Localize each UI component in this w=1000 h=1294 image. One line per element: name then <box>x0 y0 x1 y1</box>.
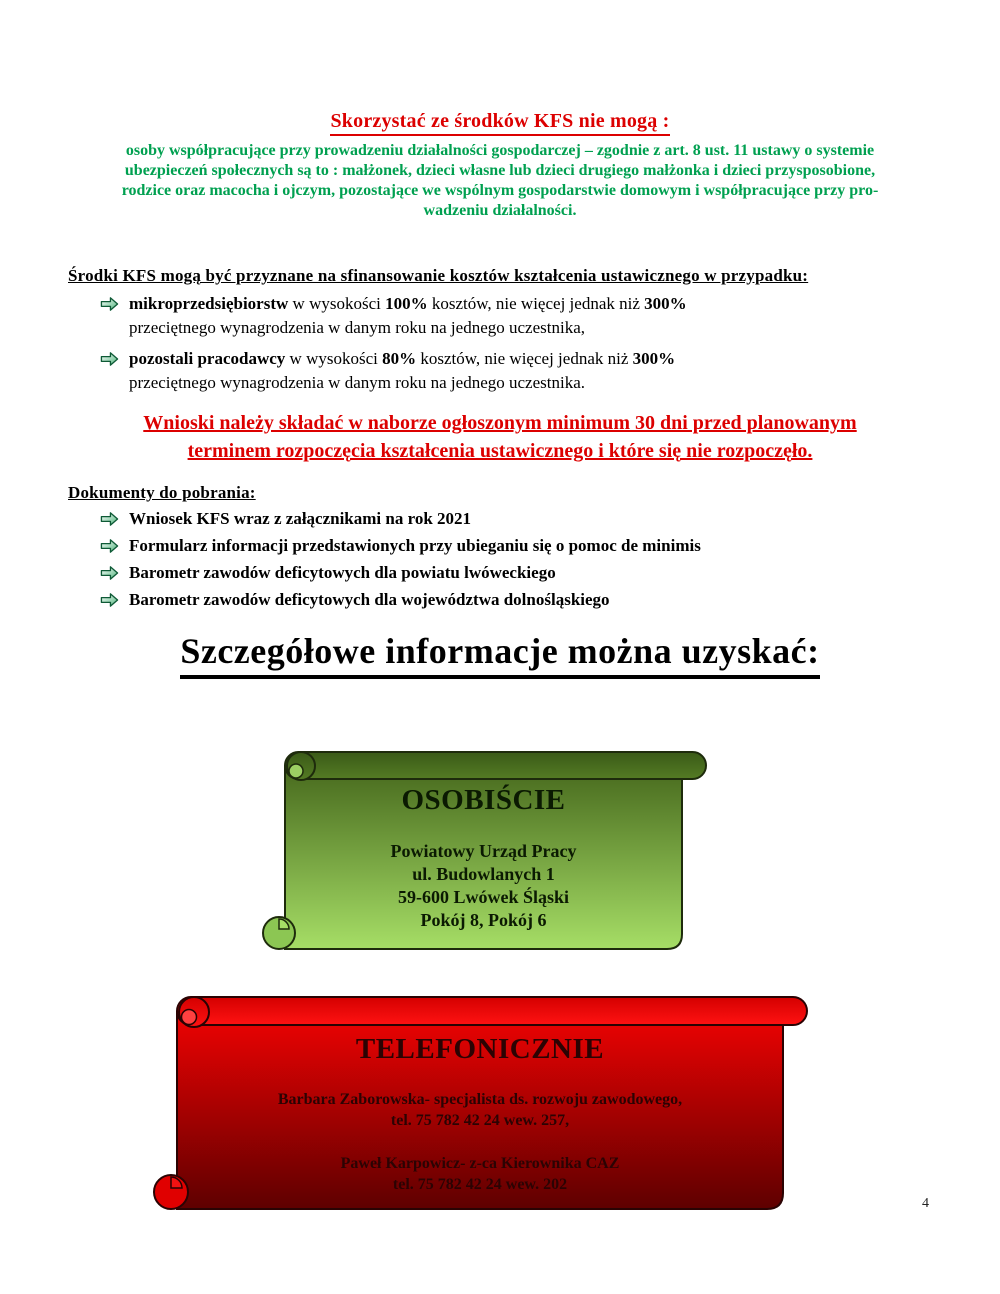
document-download-link[interactable] <box>100 563 701 582</box>
funding-item-text <box>129 292 687 340</box>
documents-list <box>100 509 701 617</box>
deadline-notice-line: terminem rozpoczęcia kształcenia ustawicznego i które się nie rozpoczęło. <box>187 440 813 462</box>
address-line: 59-600 Lwówek Śląski <box>397 887 570 907</box>
office-address <box>285 840 682 932</box>
funding-list <box>100 292 880 402</box>
funding-item-lead: mikroprzedsiębiorstw <box>129 294 289 313</box>
list-item <box>100 292 880 340</box>
details-heading: Szczegółowe informacje można uzyskać: <box>180 630 819 679</box>
funding-item-text-part: przeciętnego wynagrodzenia w danym roku na jednego uczestnika, <box>129 318 585 337</box>
in-person-scroll-banner <box>258 750 710 956</box>
funding-item-percent: 300% <box>644 294 687 313</box>
contact-name: Barbara Zaborowska- specjalista ds. rozwoju zawodowego, <box>277 1091 683 1108</box>
exclusion-paragraph <box>30 141 970 221</box>
funding-item-percent: 300% <box>632 349 676 368</box>
in-person-title: OSOBIŚCIE <box>401 784 566 816</box>
funding-heading: Środki KFS mogą być przyznane na sfinansowanie kosztów kształcenia ustawicznego w przypadku: <box>68 266 809 285</box>
exclusion-section <box>0 110 1000 136</box>
green-arrow-bullet-icon <box>100 538 119 554</box>
funding-item-lead: pozostali pracodawcy <box>129 349 286 368</box>
exclusion-line: osoby współpracujące przy prowadzeniu działalności gospodarczej – zgodnie z art. 8 ust. 11 ustawy o systemie <box>125 142 875 159</box>
funding-item-text-part: w wysokości <box>288 294 386 313</box>
exclusion-heading: Skorzystać ze środków KFS nie mogą : <box>330 110 669 136</box>
green-arrow-bullet-icon <box>100 511 119 527</box>
document-download-link[interactable] <box>100 509 701 528</box>
address-line: Pokój 8, Pokój 6 <box>420 910 547 930</box>
funding-item-percent: 80% <box>382 349 417 368</box>
funding-item-text-part: przeciętnego wynagrodzenia w danym roku na jednego uczestnika. <box>129 373 585 392</box>
phone-contact <box>177 1153 783 1195</box>
document-link-label: Barometr zawodów deficytowych dla powiatu lwóweckiego <box>129 563 556 582</box>
green-arrow-bullet-icon <box>100 351 119 367</box>
deadline-notice <box>0 409 1000 465</box>
funding-item-text-part: kosztów, nie więcej jednak niż <box>416 349 633 368</box>
funding-item-text <box>129 347 675 395</box>
contact-phone: tel. 75 782 42 24 wew. 202 <box>392 1176 568 1193</box>
green-arrow-bullet-icon <box>100 592 119 608</box>
document-link-label: Formularz informacji przedstawionych przy ubieganiu się o pomoc de minimis <box>129 536 701 555</box>
by-phone-title: TELEFONICZNIE <box>355 1033 605 1065</box>
phone-contact <box>177 1089 783 1131</box>
green-arrow-bullet-icon <box>100 296 119 312</box>
deadline-notice-line: Wnioski należy składać w naborze ogłoszonym minimum 30 dni przed planowanym <box>143 412 857 434</box>
funding-item-text-part: kosztów, nie więcej jednak niż <box>427 294 645 313</box>
exclusion-line: rodzice oraz macocha i ojczym, pozostające we wspólnym gospodarstwie domowym i współpracujące przy pro- <box>121 182 879 199</box>
documents-heading: Dokumenty do pobrania: <box>68 483 256 502</box>
address-line: Powiatowy Urząd Pracy <box>390 841 577 861</box>
by-phone-scroll-banner <box>150 995 810 1216</box>
green-arrow-bullet-icon <box>100 565 119 581</box>
document-download-link[interactable] <box>100 590 701 609</box>
page-number: 4 <box>922 1196 929 1211</box>
exclusion-line: ubezpieczeń społecznych są to : małżonek, dzieci własne lub dzieci drugiego małżonka i dzieci przysposobione, <box>124 162 876 179</box>
contact-phone: tel. 75 782 42 24 wew. 257, <box>390 1112 570 1129</box>
funding-item-percent: 100% <box>385 294 428 313</box>
exclusion-line: wadzeniu działalności. <box>423 202 577 219</box>
document-link-label: Barometr zawodów deficytowych dla województwa dolnośląskiego <box>129 590 610 609</box>
contact-name: Paweł Karpowicz- z-ca Kierownika CAZ <box>340 1155 620 1172</box>
list-item <box>100 347 880 395</box>
funding-item-text-part: w wysokości <box>285 349 383 368</box>
details-section <box>0 630 1000 679</box>
document-link-label: Wniosek KFS wraz z załącznikami na rok 2021 <box>129 509 472 528</box>
address-line: ul. Budowlanych 1 <box>412 864 555 884</box>
document-download-link[interactable] <box>100 536 701 555</box>
